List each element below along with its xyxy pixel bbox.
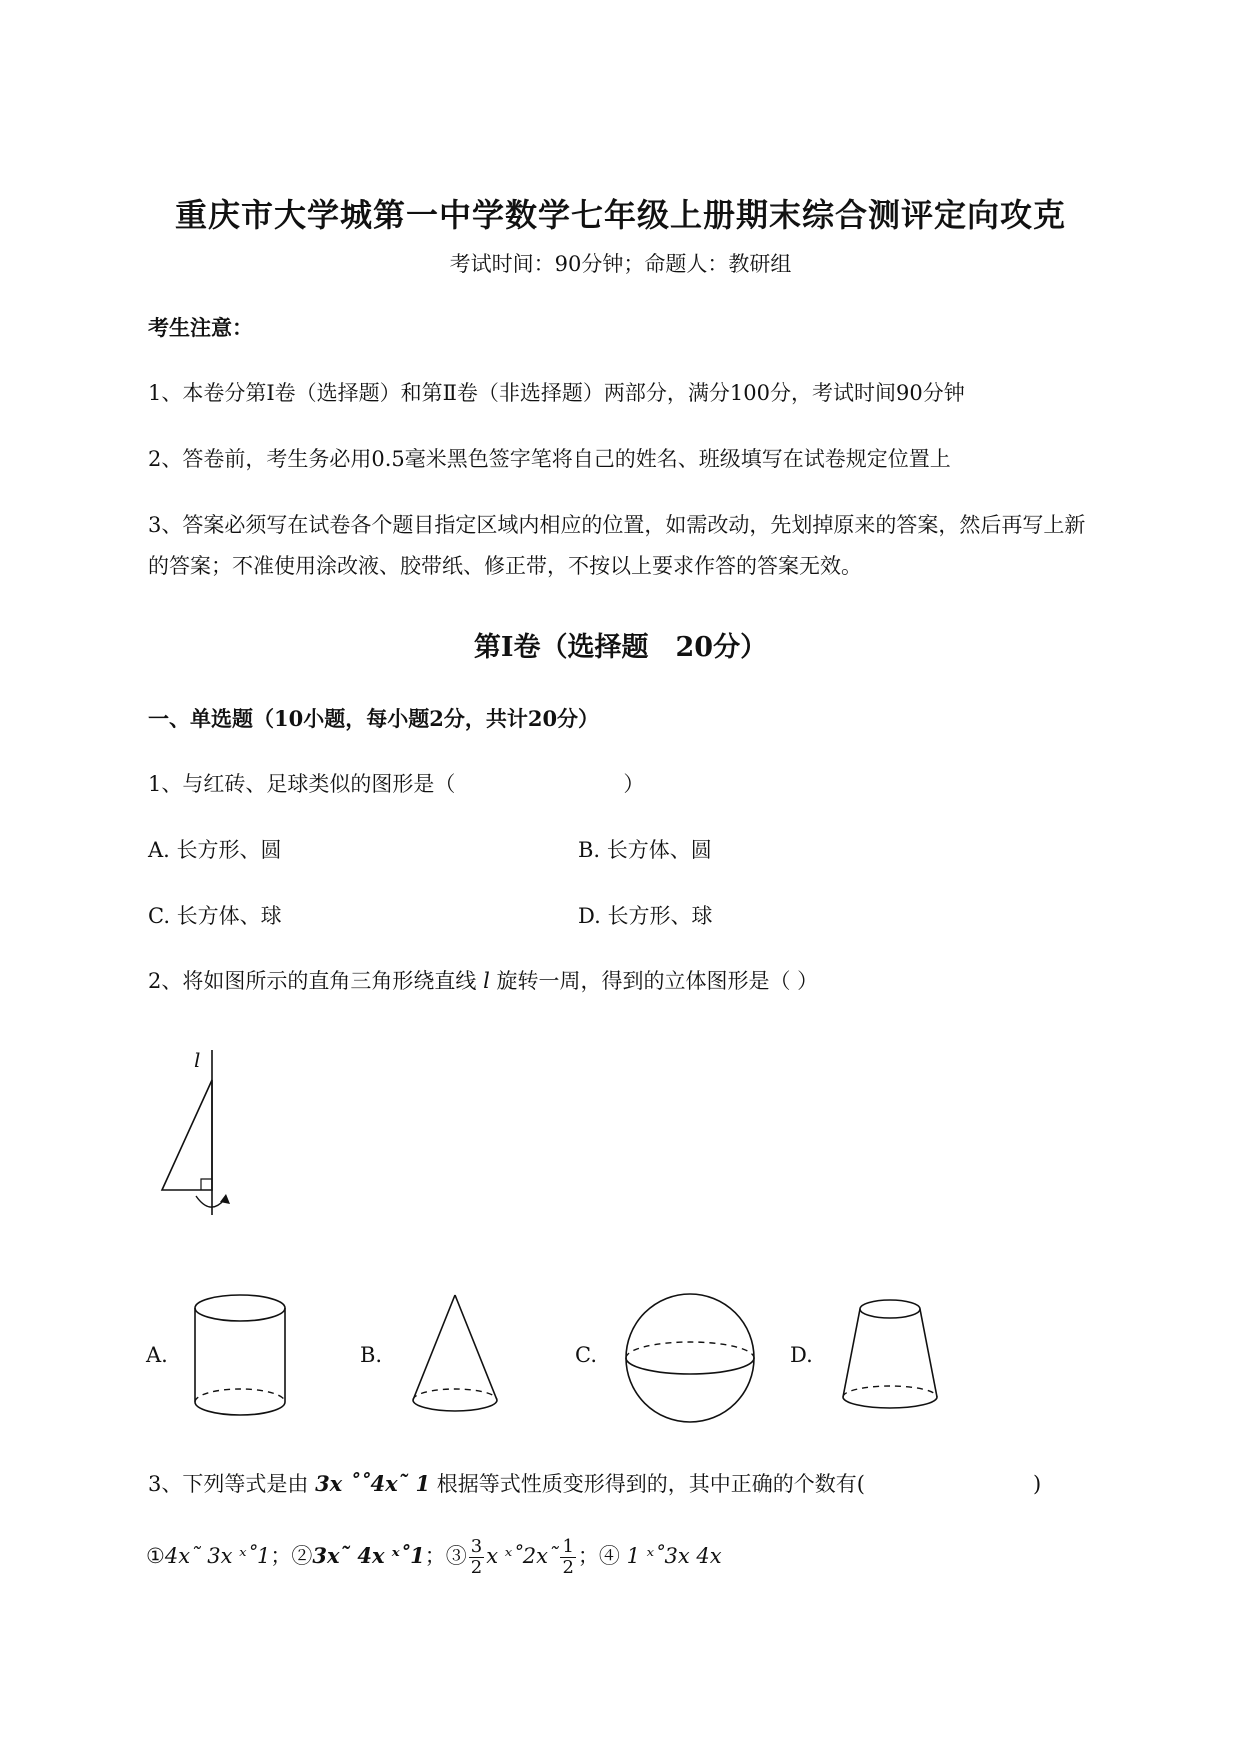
question-2-option-b-label: B. (360, 1343, 383, 1367)
question-2-option-d-label: D. (790, 1343, 813, 1367)
question-3-stem-suffix: 根据等式性质变形得到的，其中正确的个数有( ) (436, 1472, 1042, 1496)
fraction-numerator: 3 (470, 1536, 483, 1557)
notice-item-1: 1、本卷分第I卷（选择题）和第Ⅱ卷（非选择题）两部分，满分100分，考试时间90分钟 (148, 381, 965, 405)
fraction-numerator-2: 1 (562, 1536, 574, 1557)
question-3-stem-prefix: 3、下列等式是由 (148, 1472, 309, 1496)
question-3-separator-2: ；③ (424, 1544, 467, 1568)
question-2-stem (148, 965, 818, 995)
question-2-option-c-label: C. (575, 1343, 597, 1367)
question-2-option-a-label: A. (146, 1343, 168, 1367)
document-title: 重庆市大学城第一中学数学七年级上册期末综合测评定向攻克 (174, 196, 1066, 234)
question-3-equation: 3x ˚˚4x˜ 1 (315, 1471, 431, 1496)
question-1-stem: 1、与红砖、足球类似的图形是（ ） (148, 772, 645, 796)
question-2-stem-before: 2、将如图所示的直角三角形绕直线 (148, 969, 477, 993)
question-1-option-c: C. 长方体、球 (148, 904, 282, 928)
section-title: 第I卷（选择题 20分） (473, 632, 768, 663)
notice-item-3: 3、答案必须写在试卷各个题目指定区域内相应的位置，如需改动，先划掉原来的答案，然后再写上新 (148, 513, 1086, 537)
question-1-option-a: A. 长方形、圆 (148, 838, 282, 862)
cone-icon (405, 1290, 505, 1430)
question-3-item-3-fraction (469, 1537, 484, 1578)
question-1-option-b: B. 长方体、圆 (578, 838, 712, 862)
question-3-separator-3: ；④ (577, 1544, 620, 1568)
cylinder-icon (190, 1290, 290, 1430)
notice-item-2: 2、答卷前，考生务必用0.5毫米黑色签字笔将自己的姓名、班级填写在试卷规定位置上 (148, 447, 951, 471)
question-3-stem (148, 1468, 1041, 1498)
question-1-option-d: D. 长方形、球 (578, 904, 713, 928)
question-3-items (146, 1537, 722, 1578)
part-one-heading: 一、单选题（10小题，每小题2分，共计20分） (148, 706, 600, 731)
fraction-denominator: 2 (470, 1557, 483, 1578)
notice-item-3-continued: 的答案；不准使用涂改液、胶带纸、修正带，不按以上要求作答的答案无效。 (148, 554, 862, 578)
fraction-denominator-2: 2 (562, 1557, 574, 1578)
exam-info: 考试时间：90分钟；命题人：教研组 (449, 252, 792, 276)
frustum-icon (835, 1295, 945, 1425)
notice-heading: 考生注意： (148, 315, 253, 340)
question-3-item-1: 4x˜ 3x ˣ˚1 (164, 1544, 271, 1568)
axis-label: l (194, 1048, 201, 1072)
sphere-icon (620, 1288, 760, 1428)
question-3-separator-1: ；② (270, 1544, 313, 1568)
question-3-item-1-mark: ① (146, 1544, 165, 1568)
question-3-item-3: x ˣ˚2x˜ (486, 1544, 559, 1568)
question-3-item-2: 3x˜ 4x ˣ˚1 (312, 1543, 425, 1568)
question-2-line-variable: l (483, 969, 490, 993)
question-3-item-3-fraction-2 (560, 1537, 575, 1578)
question-2-stem-after: 旋转一周，得到的立体图形是（ ） (496, 969, 819, 993)
triangle-figure (150, 1050, 250, 1230)
question-3-item-4: 1 ˣ˚3x 4x (619, 1544, 722, 1568)
